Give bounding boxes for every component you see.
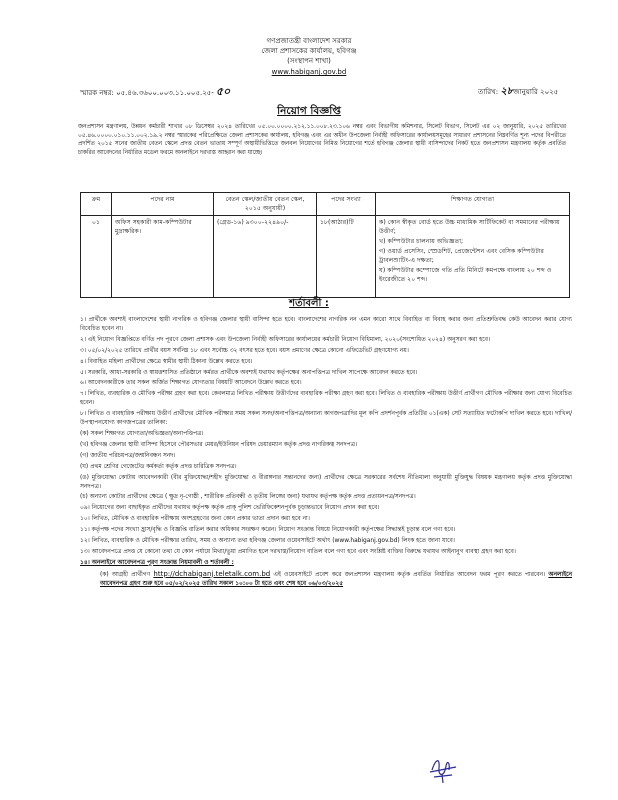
memo-number	[80, 87, 230, 98]
col-scale: বেতন স্কেল/জাতীয় বেতন স্কেল, ২০১৫ অনুযায়ী)	[214, 193, 317, 216]
memo-date-day: ২৮	[500, 86, 514, 97]
intro-paragraph: জনপ্রশাসন মন্ত্রণালয়, উন্নয়ন কর্মচারী শাখার ০৮ ডিসেম্বর ২০২৪ তারিখের ০৫.০০.০০০০.২১২.১১.০০৮.২৩.১০৬ নম্বর এবং বিভাগীয় কমিশনার, সিলেট বিভাগ, সিলেট এর ০২ জানুয়ারি, ২০২৫ তারিখের ০৫.৪৬.০০০০.০১০.১১.০০২.১৯.২ নম্বর স্মারকের পরিপ্রেক্ষিতে জেলা প্রশাসকের কার্যালয়, হবিগঞ্জ এবং এর অধীন উপজেলা নির্বাহী অফিসারের কার্যালয়সমূহের সাধারণ প্রশাসনের নিম্নবর্ণিত শূন্য পদের বিপরীতে প্রদর্শিত ২০১৫ সনের জাতীয় বেতন স্কেলে প্রদত্ত বেতন ভাতায় সম্পূর্ণ অস্থায়ীভিত্তিতে জনবল নিয়োগের নিমিত্ত নিয়োগের শর্তে হবিগঞ্জ জেলার স্থায়ী বাসিন্দাদের নিকট হতে জনপ্রশাসন মন্ত্রণালয় কর্তৃক প্রবর্তিত চাকরির আবেদনের নির্ধারিত মডেল ফরমে অনলাইনে দরখাস্ত আহ্বান করা যাচ্ছে।	[78, 124, 566, 156]
condition-item: ৩। ০৫/০২/২০২৫ তারিখে প্রার্থীর বয়স সর্বনিম্ন ১৮ এবং সর্বোচ্চ ৩২ বৎসর হতে হবে। বয়স প্রমাণের ক্ষেত্রে কোনো এফিডেভিট গ্রহণযোগ্য নয়।	[80, 347, 409, 354]
condition-item: ০৯। নিয়োগের জন্য বাছাইকৃত প্রার্থীদের যথাযথ কর্তৃপক্ষ কর্তৃক প্রাক্ পুলিশ ভেরিফিকেশনপূর্বক চূড়ান্তভাবে নিয়োগ প্রদান করা হবে।	[80, 505, 380, 512]
online-rules-text-a: (ক) আগ্রহী প্রার্থীগণ	[100, 571, 151, 578]
online-rules-text	[80, 570, 572, 589]
govt-name: গণপ্রজাতন্ত্রী বাংলাদেশ সরকার	[266, 37, 352, 45]
memo-number-label: স্মারক নম্বর: ০৫.৪৬.৩৬০০.০০৩.১১.০০৫.২৫-	[80, 89, 214, 97]
application-deadline: অনলাইনে আবেদনপত্র গ্রহণ শুরু হবে ০৫/০২/২০২৫ তারিখ সকাল ১০:০০ টা হতে এবং শেষ হবে ০৬/০৩/২০২৫	[100, 571, 573, 587]
table-row	[81, 216, 570, 298]
condition-subitem: (ঘ) প্রথম শ্রেণির গেজেটেড কর্মকর্তা কর্তৃক প্রদত্ত চারিত্রিক সনদপত্র।	[80, 463, 237, 470]
row-serial: ০১	[81, 216, 112, 298]
qualification-item: ক) কোন স্বীকৃত বোর্ড হতে উচ্চ মাধ্যমিক সার্টিফিকেট বা সমমানের পরীক্ষায় উত্তীর্ণ;	[379, 219, 560, 235]
row-scale: (গ্রেড-১৬) ৯৩০০-২২৪৯০/-	[214, 216, 317, 298]
qualification-item: ঘ) কম্পিউটার কম্পোজে গতি প্রতি মিনিটে কমপক্ষে বাংলায় ২০ শব্দ ও ইংরেজীতে ২০ শব্দ।	[379, 267, 552, 283]
qualification-item: খ) কম্পিউটার চালনায় অভিজ্ঞতা;	[379, 238, 464, 245]
col-post: পদের নাম	[112, 193, 214, 216]
teletalk-link[interactable]: http://dchabiganj.teletalk.com.bd	[153, 569, 271, 578]
col-serial: ক্রম	[81, 193, 112, 216]
page-title: নিয়োগ বিজ্ঞপ্তি	[277, 105, 341, 117]
condition-subitem: (গ) জাতীয় পরিচয়পত্র/জন্মনিবন্ধন সনদ।	[80, 452, 176, 459]
signature-icon	[428, 752, 458, 784]
condition-item: ১১। কর্তৃপক্ষ পদের সংখ্যা হ্রাস/বৃদ্ধি ও বিজ্ঞপ্তি বাতিল করার অধিকার সংরক্ষণ করেন। নিয়োগ সংক্রান্ত বিষয়ে নিয়োগকারী কর্তৃপক্ষের সিদ্ধান্তই চূড়ান্ত বলে গণ্য হবে।	[80, 527, 456, 534]
condition-item: ৫। সরকারি, আধা-সরকারি ও স্বায়ত্তশাসিত প্রতিষ্ঠানে কর্মরত প্রার্থীকে অবশ্যই যথাযথ কর্তৃপক্ষের অনাপত্তিপত্র দাখিল সাপেক্ষে আবেদন করতে হবে।	[80, 369, 418, 376]
condition-item: ৭। লিখিত, ব্যবহারিক ও মৌখিক পরীক্ষা গ্রহণ করা হবে। কেবলমাত্র লিখিত পরীক্ষায় উত্তীর্ণদের ব্যবহারিক পরীক্ষা গ্রহণ করা হবে। লিখিত ও ব্যবহারিক পরীক্ষায় উত্তীর্ণ প্রার্থীগণ মৌখিক পরীক্ষার জন্য যোগ্য বিবেচিত হবেন।	[80, 391, 572, 407]
col-count: পদের সংখ্যা	[317, 193, 376, 216]
memo-date-rest: জানুয়ারি ২০২৫	[513, 88, 559, 96]
condition-subitem: (খ) হবিগঞ্জ জেলার স্থায়ী বাসিন্দা হিসেবে পৌরসভার মেয়র/ইউনিয়ন পরিষদ চেয়ারম্যান কর্তৃক প্রদত্ত নাগরিকত্ব সনদপত্র।	[80, 441, 358, 448]
row-qualifications	[376, 216, 570, 298]
row-post: অফিস সহকারী কাম-কম্পিউটার মুদ্রাক্ষরিক।	[112, 216, 214, 298]
condition-item: ১। প্রার্থীকে অবশ্যই বাংলাদেশের স্থায়ী নাগরিক ও হবিগঞ্জ জেলার স্থায়ী বাসিন্দা হতে হবে। বাংলাদেশের নাগরিক নন এমন কারো সাথে বিবাহিত বা বিবাহ করার জন্য প্রতিশ্রুতিবদ্ধ কেউ আবেদন করার যোগ্য বিবেচিত হবেন না।	[80, 317, 572, 332]
row-count: ১৮(আঠার)টি	[317, 216, 376, 298]
col-qualification: শিক্ষাগত যোগ্যতা	[376, 193, 570, 216]
condition-item: ৬। আবেদনকারীকে তার সকল অর্জিত শিক্ষাগত যোগ্যতার বিষয়টি আবেদনে উল্লেখ করতে হবে।	[80, 380, 302, 387]
condition-subitem: (চ) অন্যান্য কোটার প্রার্থীদের ক্ষেত্রে ( ক্ষুদ্র নৃ-গোষ্ঠী , শারীরিক প্রতিবন্ধী ও তৃতীয় লিঙ্গের জন্য) যথাযথ কর্তৃপক্ষ কর্তৃক প্রদত্ত প্রত্যয়নপত্র/সনদপত্র।	[80, 494, 416, 501]
memo-number-handwritten: ৫০	[215, 85, 231, 98]
website-link[interactable]: www.habiganj.gov.bd	[271, 68, 347, 76]
online-rules-heading: ১৪। অনলাইনে আবেদনপত্র পূরণ সংক্রান্ত নিয়মাবলী ও শর্তাবলী :	[80, 559, 234, 566]
condition-item: ৪। বিবাহিত মহিলা প্রার্থীদের ক্ষেত্রে স্বামীর স্থায়ী ঠিকানা উল্লেখ করতে হবে।	[80, 358, 253, 365]
conditions-title: শর্তাবলী :	[289, 298, 329, 309]
memo-date-label: তারিখ:	[478, 88, 499, 96]
condition-item: ৮। লিখিত ও ব্যবহারিক পরীক্ষায় উত্তীর্ণ প্রার্থীদের মৌখিক পরীক্ষার সময় সকল সনদ/অনাপত্তিপত্র/অন্যান্য কাগজপত্রাদির মূল কপি প্রদর্শনপূর্বক প্রতিটির ০১(এক) সেট সত্যায়িত ফটোকপি দাখিল করতে হবে। দাখিল/উপস্থাপনযোগ্য কাগজপত্রের তালিকা:	[80, 411, 572, 427]
memo-date	[478, 87, 558, 97]
post-table-header	[81, 193, 570, 216]
condition-subitem: (ঙ) মুক্তিযোদ্ধা কোটায় আবেদনকারী (বীর মুক্তিযোদ্ধা/শহীদ মুক্তিযোদ্ধা ও বীরাঙ্গনার সন্তানদের জন্য) প্রার্থীদের ক্ষেত্রে সরকারের সর্বশেষ নীতিমালা অনুযায়ী মুক্তিযুদ্ধ বিষয়ক মন্ত্রণালয় কর্তৃক প্রদত্ত মুক্তিযোদ্ধা সনদপত্র।	[80, 474, 572, 490]
conditions-list	[80, 316, 572, 591]
condition-item: ১২। লিখিত, ব্যবহারিক ও মৌখিক পরীক্ষার তারিখ, সময় ও অন্যান্য তথ্য হবিগঞ্জ জেলার ওয়েবসাইটে অর্থাৎ (www.habiganj.gov.bd) লিংক হতে জানা যাবে।	[80, 538, 455, 545]
office-name: জেলা প্রশাসকের কার্যালয়, হবিগঞ্জ	[261, 47, 357, 55]
condition-item: ১০। লিখিত, মৌখিক ও ব্যবহারিক পরীক্ষায় অংশগ্রহণের জন্য কোন প্রকার ভাতা প্রদান করা হবে না।	[80, 516, 310, 523]
condition-item: ২। এই নিয়োগ বিজ্ঞপ্তিতে বর্ণিত পদ পূরণে জেলা প্রশাসক এবং উপজেলা নির্বাহী অফিসারের কার্যালয়ের কর্মচারী নিয়োগ বিধিমালা, ২০২০(সংশোধিত ২০২৪) অনুসরণ করা হবে।	[80, 336, 490, 343]
post-table	[80, 192, 570, 298]
online-rules-text-b: এই ওয়েবসাইটে প্রবেশ করে জনপ্রশাসন মন্ত্রণালয় কর্তৃক প্রবর্তিত নির্ধারিত আবেদন ফরম পূরণ করতে পারবেন।	[273, 571, 546, 578]
qualification-item: গ) ওয়ার্ড প্রসেসিং, স্প্রেডশিট, প্রেজেন্টেশন এবং বেসিক কম্পিউটার ট্রাবলশ্যুটিং-এ দক্ষতা;	[379, 248, 544, 264]
condition-subitem: (ক) সকল শিক্ষাগত যোগ্যতা/অভিজ্ঞতা/অনাপত্তিপত্র।	[80, 430, 204, 437]
condition-item: ১৩। আবেদনপত্রে প্রদত্ত যে কোনো তথ্য যে কোন পর্যায়ে মিথ্যা/ভুয়া প্রমাণিত হলে দরখাস্ত/নিয়োগ বাতিল বলে গণ্য হবে এবং সংশ্লিষ্ট ব্যক্তির বিরুদ্ধে যথাযথ আইনানুগ ব্যবস্থা গ্রহণ করা হবে।	[80, 548, 516, 555]
section-name: (সংস্থাপন শাখা)	[287, 57, 331, 65]
